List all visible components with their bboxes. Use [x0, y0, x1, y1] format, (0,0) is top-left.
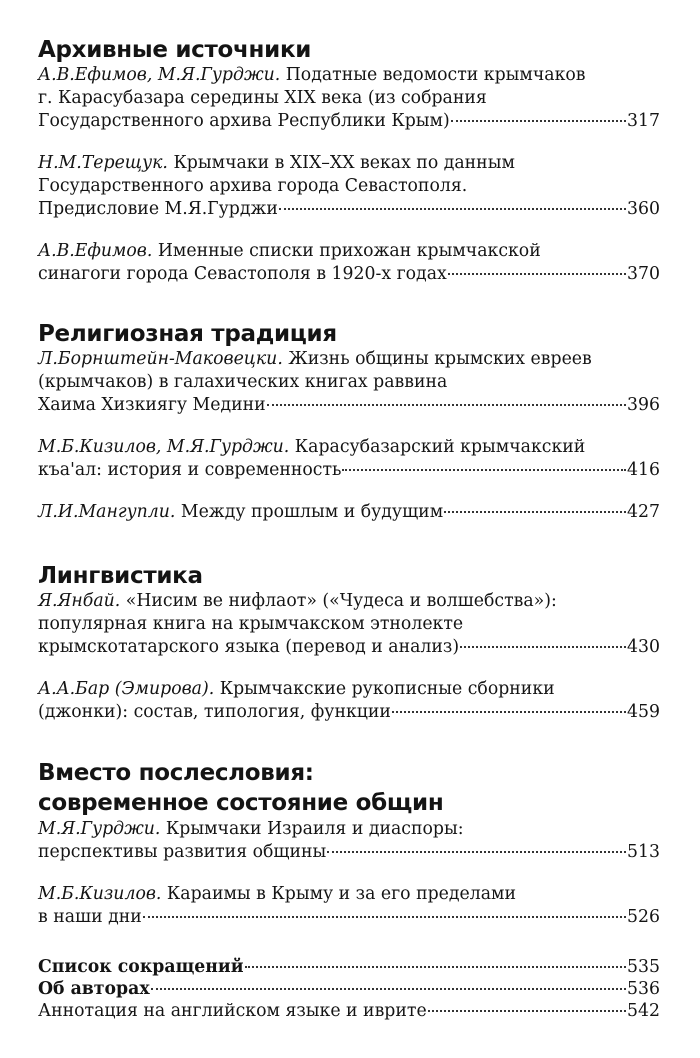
dot-leader [448, 273, 626, 275]
entry-title-line: Караимы в Крыму и за его пределами [166, 884, 516, 904]
toc-entry[interactable] [38, 152, 660, 221]
entry-title-line: г. Карасубазара середины XIX века (из собрания [38, 88, 487, 108]
section-afterword [38, 758, 660, 929]
page-number: 542 [627, 1001, 660, 1021]
entry-title-line: Крымчаки в XIX–XX веках по данным [173, 153, 515, 173]
dot-leader [444, 511, 626, 513]
entry-authors: Л.Борнштейн-Маковецки. [38, 349, 283, 369]
entry-title-line: в наши дни [38, 907, 142, 927]
toc-entry-annotation[interactable] [38, 1000, 660, 1022]
dot-leader [143, 916, 626, 918]
page-number: 370 [627, 264, 660, 284]
entry-label: Об авторах [38, 979, 150, 999]
entry-authors: А.В.Ефимов. [38, 241, 153, 261]
page-number: 536 [627, 979, 660, 999]
entry-authors: Л.И.Мангупли. [38, 502, 176, 522]
toc-entry[interactable] [38, 436, 660, 482]
toc-entry[interactable] [38, 240, 660, 286]
section-title: Лингвистика [38, 563, 203, 589]
dot-leader [460, 646, 626, 648]
section-title-line1: Вместо послесловия: [38, 760, 314, 786]
entry-title-line: популярная книга на крымчакском этнолекте [38, 614, 464, 634]
entry-title-line: «Нисим ве нифлаот» («Чудеса и волшебства»): [125, 591, 557, 611]
entry-title-line: Жизнь общины крымских евреев [288, 349, 592, 369]
page-number: 430 [627, 637, 660, 657]
dot-leader [151, 988, 626, 990]
back-matter [38, 956, 660, 1022]
toc-entry[interactable] [38, 501, 660, 524]
toc-entry-about-authors[interactable] [38, 978, 660, 1000]
section-linguistics [38, 562, 660, 724]
entry-title-line: (джонки): состав, типология, функции [38, 702, 391, 722]
page-number: 360 [627, 199, 660, 219]
entry-title-line: къа'ал: история и современность [38, 460, 342, 480]
page-number: 317 [627, 111, 660, 131]
entry-title-line: Государственного архива города Севастополя. [38, 176, 468, 196]
entry-authors: М.Я.Гурджи. [38, 819, 161, 839]
entry-authors: А.А.Бар (Эмирова). [38, 679, 215, 699]
entry-title-line: Хаима Хизкиягу Медини [38, 395, 266, 415]
section-archival-sources [38, 36, 660, 286]
dot-leader [267, 404, 626, 406]
page-number: 396 [627, 395, 660, 415]
entry-title-line: перспективы развития общины [38, 842, 327, 862]
section-religious-tradition [38, 320, 660, 524]
dot-leader [342, 469, 626, 471]
dot-leader [245, 966, 626, 968]
entry-authors: М.Б.Кизилов, М.Я.Гурджи. [38, 437, 290, 457]
page-number: 427 [627, 502, 660, 522]
page-number: 535 [627, 957, 660, 977]
toc-entry[interactable] [38, 64, 660, 133]
section-title: Религиозная традиция [38, 321, 337, 347]
toc-entry-abbreviations[interactable] [38, 956, 660, 978]
page-number: 416 [627, 460, 660, 480]
toc-entry[interactable] [38, 883, 660, 929]
page-number: 459 [627, 702, 660, 722]
section-title: Архивные источники [38, 37, 312, 63]
toc-entry[interactable] [38, 678, 660, 724]
entry-label: Аннотация на английском языке и иврите [38, 1001, 427, 1021]
page-number: 513 [627, 842, 660, 862]
entry-title-line: Карасубазарский крымчакский [294, 437, 586, 457]
entry-title-line: крымскотатарского языка (перевод и анализ) [38, 637, 460, 657]
entry-title-line: Именные списки прихожан крымчакской [157, 241, 541, 261]
entry-title-line: (крымчаков) в галахических книгах раввина [38, 372, 448, 392]
entry-label: Список сокращений [38, 957, 244, 977]
dot-leader [327, 851, 626, 853]
entry-authors: Я.Янбай. [38, 591, 121, 611]
entry-title-line: Предисловие М.Я.Гурджи [38, 199, 278, 219]
dot-leader [392, 711, 626, 713]
page-number: 526 [627, 907, 660, 927]
dot-leader [428, 1010, 626, 1012]
entry-title-line: Податные ведомости крымчаков [285, 65, 586, 85]
dot-leader [451, 120, 626, 122]
entry-title-line: Между прошлым и будущим [180, 502, 444, 522]
toc-entry[interactable] [38, 590, 660, 659]
section-title-line2: современное состояние общин [38, 790, 444, 816]
entry-authors: Н.М.Терещук. [38, 153, 168, 173]
entry-title-line: Государственного архива Республики Крым) [38, 111, 450, 131]
entry-authors: А.В.Ефимов, М.Я.Гурджи. [38, 65, 281, 85]
entry-title-line: синагоги города Севастополя в 1920-х годах [38, 264, 447, 284]
toc-entry[interactable] [38, 348, 660, 417]
entry-authors: М.Б.Кизилов. [38, 884, 162, 904]
toc-entry[interactable] [38, 818, 660, 864]
dot-leader [279, 208, 626, 210]
entry-title-line: Крымчаки Израиля и диаспоры: [165, 819, 464, 839]
entry-title-line: Крымчакские рукописные сборники [219, 679, 555, 699]
